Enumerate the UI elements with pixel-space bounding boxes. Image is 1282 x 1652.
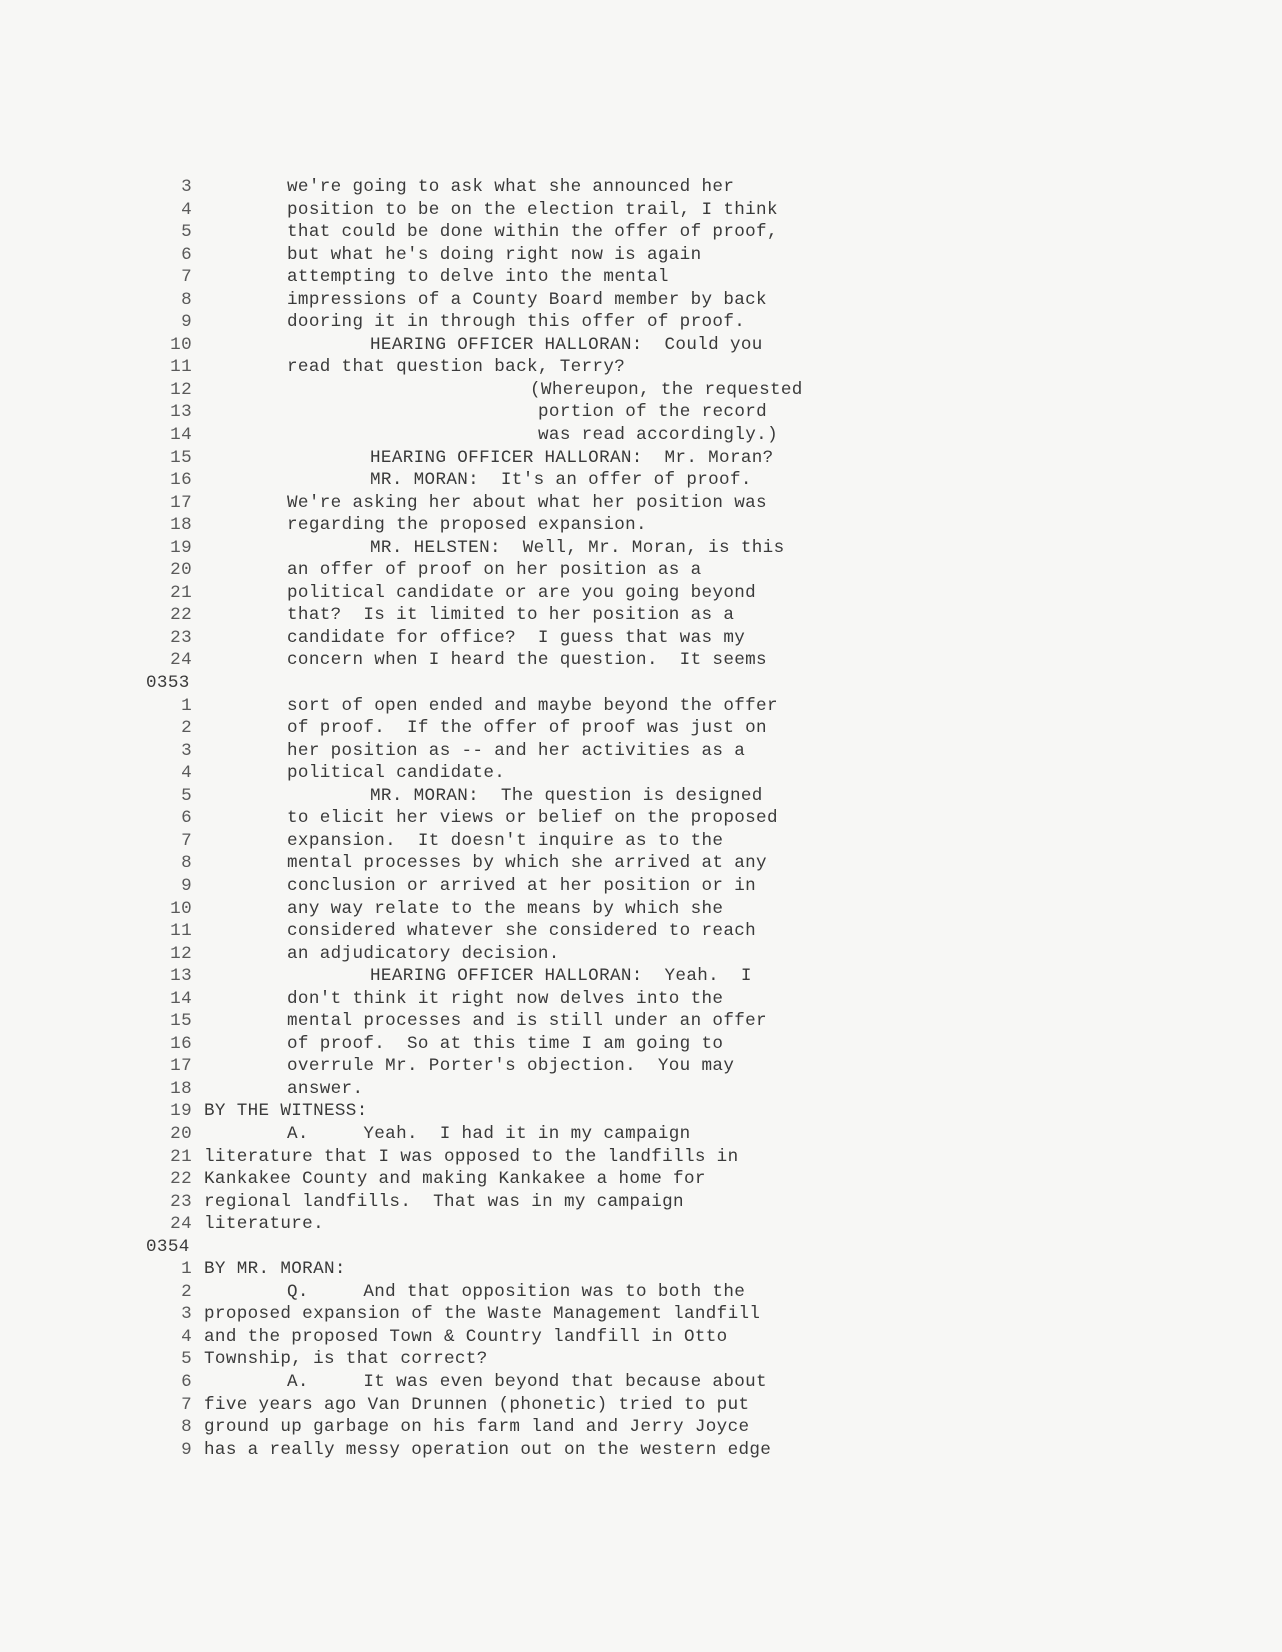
line-number: 1 — [181, 695, 192, 716]
transcript-line — [0, 604, 1282, 627]
line-number: 9 — [181, 875, 192, 896]
transcript-line — [0, 943, 1282, 966]
line-text: MR. MORAN: It's an offer of proof. — [370, 470, 752, 491]
line-number: 17 — [170, 1056, 192, 1077]
transcript-line — [0, 311, 1282, 334]
transcript-line — [0, 424, 1282, 447]
line-text: that could be done within the offer of proof, — [287, 222, 778, 243]
line-number: 15 — [170, 1011, 192, 1032]
line-text: dooring it in through this offer of proof. — [287, 312, 746, 333]
line-text: Kankakee County and making Kankakee a home for — [204, 1169, 706, 1190]
transcript-line — [0, 1213, 1282, 1236]
line-text: an offer of proof on her position as a — [287, 560, 702, 581]
line-number: 3 — [181, 177, 192, 197]
line-number: 4 — [181, 199, 192, 220]
page-number: 0353 — [146, 673, 190, 694]
line-number: 15 — [170, 447, 192, 468]
line-number: 2 — [181, 718, 192, 739]
transcript-line — [0, 785, 1282, 808]
line-text: to elicit her views or belief on the proposed — [287, 808, 778, 829]
line-number: 11 — [170, 921, 192, 942]
transcript-line — [0, 695, 1282, 718]
line-text: her position as -- and her activities as a — [287, 740, 746, 761]
line-text: proposed expansion of the Waste Management landfill — [204, 1304, 761, 1325]
line-number: 10 — [170, 898, 192, 919]
line-text: Township, is that correct? — [204, 1349, 488, 1370]
line-text: regarding the proposed expansion. — [287, 515, 647, 536]
line-text: conclusion or arrived at her position or in — [287, 875, 757, 896]
transcript-line — [0, 717, 1282, 740]
line-number: 7 — [181, 1394, 192, 1415]
line-text: mental processes by which she arrived at any — [287, 853, 767, 874]
line-number: 5 — [181, 1349, 192, 1370]
line-number: 4 — [181, 1326, 192, 1347]
line-number: 13 — [170, 402, 192, 423]
transcript-line — [0, 965, 1282, 988]
line-text: (Whereupon, the requested — [530, 379, 803, 400]
line-number: 18 — [170, 1078, 192, 1099]
transcript-line — [0, 1439, 1282, 1462]
transcript-line — [0, 1100, 1282, 1123]
line-number: 23 — [170, 1191, 192, 1212]
line-number: 10 — [170, 334, 192, 355]
transcript-line — [0, 356, 1282, 379]
transcript-line — [0, 469, 1282, 492]
line-text: BY MR. MORAN: — [204, 1259, 346, 1280]
transcript-line — [0, 762, 1282, 785]
line-text: regional landfills. That was in my campaign — [204, 1191, 684, 1212]
transcript-line — [0, 1394, 1282, 1417]
transcript-line — [0, 559, 1282, 582]
transcript-line — [0, 1416, 1282, 1439]
line-text: overrule Mr. Porter's objection. You may — [287, 1056, 735, 1077]
transcript-line — [0, 379, 1282, 402]
line-number: 12 — [170, 379, 192, 400]
line-number: 2 — [181, 1281, 192, 1302]
transcript-line — [0, 1168, 1282, 1191]
line-number: 12 — [170, 943, 192, 964]
line-number: 23 — [170, 627, 192, 648]
line-text: attempting to delve into the mental — [287, 267, 669, 288]
line-text: literature that I was opposed to the landfills in — [204, 1146, 739, 1167]
line-text: of proof. If the offer of proof was just on — [287, 718, 767, 739]
line-number: 21 — [170, 582, 192, 603]
line-text: HEARING OFFICER HALLORAN: Could you — [370, 334, 763, 355]
page-number-row — [0, 1236, 1282, 1259]
line-text: position to be on the election trail, I think — [287, 199, 778, 220]
transcript-line — [0, 447, 1282, 470]
line-text: impressions of a County Board member by back — [287, 289, 767, 310]
transcript-line — [0, 988, 1282, 1011]
transcript-line — [0, 830, 1282, 853]
transcript-line — [0, 1303, 1282, 1326]
line-number: 6 — [181, 1371, 192, 1392]
transcript-line — [0, 492, 1282, 515]
transcript-line — [0, 401, 1282, 424]
line-number: 4 — [181, 763, 192, 784]
line-number: 9 — [181, 312, 192, 333]
line-number: 3 — [181, 740, 192, 761]
line-text: Q. And that opposition was to both the — [287, 1281, 746, 1302]
line-text: We're asking her about what her position was — [287, 492, 767, 513]
line-text: A. Yeah. I had it in my campaign — [287, 1123, 691, 1144]
line-number: 19 — [170, 1101, 192, 1122]
transcript-line — [0, 852, 1282, 875]
line-number: 24 — [170, 650, 192, 671]
line-text: portion of the record — [538, 402, 768, 423]
line-text: MR. HELSTEN: Well, Mr. Moran, is this — [370, 537, 785, 558]
line-number: 21 — [170, 1146, 192, 1167]
line-number: 16 — [170, 1033, 192, 1054]
line-number: 18 — [170, 515, 192, 536]
transcript-line — [0, 627, 1282, 650]
transcript-line — [0, 1348, 1282, 1371]
line-text: but what he's doing right now is again — [287, 244, 702, 265]
line-text: candidate for office? I guess that was my — [287, 627, 746, 648]
transcript-line — [0, 1010, 1282, 1033]
line-text: expansion. It doesn't inquire as to the — [287, 830, 724, 851]
transcript-line — [0, 1326, 1282, 1349]
page-number-row — [0, 672, 1282, 695]
line-number: 22 — [170, 1169, 192, 1190]
line-number: 8 — [181, 853, 192, 874]
line-number: 13 — [170, 966, 192, 987]
transcript-line — [0, 289, 1282, 312]
transcript-line — [0, 1055, 1282, 1078]
line-text: we're going to ask what she announced her — [287, 177, 735, 197]
line-text: ground up garbage on his farm land and Jerry Joyce — [204, 1417, 750, 1438]
line-number: 20 — [170, 1123, 192, 1144]
transcript-line — [0, 898, 1282, 921]
line-number: 5 — [181, 785, 192, 806]
line-text: that? Is it limited to her position as a — [287, 605, 735, 626]
transcript-body — [0, 176, 1282, 1461]
line-number: 9 — [181, 1439, 192, 1460]
transcript-line — [0, 221, 1282, 244]
line-text: read that question back, Terry? — [287, 357, 626, 378]
line-text: any way relate to the means by which she — [287, 898, 724, 919]
transcript-line — [0, 199, 1282, 222]
line-number: 7 — [181, 267, 192, 288]
page-number: 0354 — [146, 1236, 190, 1257]
line-text: of proof. So at this time I am going to — [287, 1033, 724, 1054]
line-text: HEARING OFFICER HALLORAN: Mr. Moran? — [370, 447, 774, 468]
line-text: literature. — [204, 1214, 324, 1235]
transcript-line — [0, 1191, 1282, 1214]
line-number: 14 — [170, 425, 192, 446]
transcript-line — [0, 1123, 1282, 1146]
line-number: 6 — [181, 244, 192, 265]
transcript-line — [0, 740, 1282, 763]
transcript-line — [0, 537, 1282, 560]
line-text: political candidate or are you going beyond — [287, 582, 757, 603]
transcript-line — [0, 1258, 1282, 1281]
transcript-line — [0, 176, 1282, 199]
transcript-line — [0, 244, 1282, 267]
line-number: 3 — [181, 1304, 192, 1325]
line-number: 1 — [181, 1259, 192, 1280]
transcript-line — [0, 334, 1282, 357]
line-number: 7 — [181, 830, 192, 851]
line-number: 5 — [181, 222, 192, 243]
transcript-line — [0, 1078, 1282, 1101]
transcript-line — [0, 807, 1282, 830]
line-number: 17 — [170, 492, 192, 513]
transcript-line — [0, 582, 1282, 605]
transcript-line — [0, 875, 1282, 898]
line-text: an adjudicatory decision. — [287, 943, 560, 964]
line-text: political candidate. — [287, 763, 506, 784]
line-number: 22 — [170, 605, 192, 626]
line-number: 20 — [170, 560, 192, 581]
transcript-line — [0, 514, 1282, 537]
line-text: has a really messy operation out on the western edge — [204, 1439, 772, 1460]
line-number: 19 — [170, 537, 192, 558]
line-text: concern when I heard the question. It seems — [287, 650, 767, 671]
line-text: answer. — [287, 1078, 364, 1099]
transcript-line — [0, 266, 1282, 289]
line-number: 6 — [181, 808, 192, 829]
transcript-line — [0, 1371, 1282, 1394]
transcript-line — [0, 1281, 1282, 1304]
transcript-line — [0, 920, 1282, 943]
line-text: mental processes and is still under an offer — [287, 1011, 767, 1032]
transcript-line — [0, 649, 1282, 672]
line-number: 8 — [181, 1417, 192, 1438]
line-text: considered whatever she considered to reach — [287, 921, 757, 942]
line-text: MR. MORAN: The question is designed — [370, 785, 763, 806]
line-text: A. It was even beyond that because about — [287, 1371, 767, 1392]
line-text: BY THE WITNESS: — [204, 1101, 368, 1122]
line-number: 11 — [170, 357, 192, 378]
line-number: 8 — [181, 289, 192, 310]
line-number: 24 — [170, 1214, 192, 1235]
line-text: sort of open ended and maybe beyond the offer — [287, 695, 778, 716]
line-text: five years ago Van Drunnen (phonetic) tried to put — [204, 1394, 750, 1415]
line-text: don't think it right now delves into the — [287, 988, 724, 1009]
line-number: 16 — [170, 470, 192, 491]
transcript-line — [0, 1146, 1282, 1169]
line-text: was read accordingly.) — [538, 425, 778, 446]
line-text: HEARING OFFICER HALLORAN: Yeah. I — [370, 966, 752, 987]
line-text: and the proposed Town & Country landfill in Otto — [204, 1326, 728, 1347]
transcript-line — [0, 1033, 1282, 1056]
line-number: 14 — [170, 988, 192, 1009]
